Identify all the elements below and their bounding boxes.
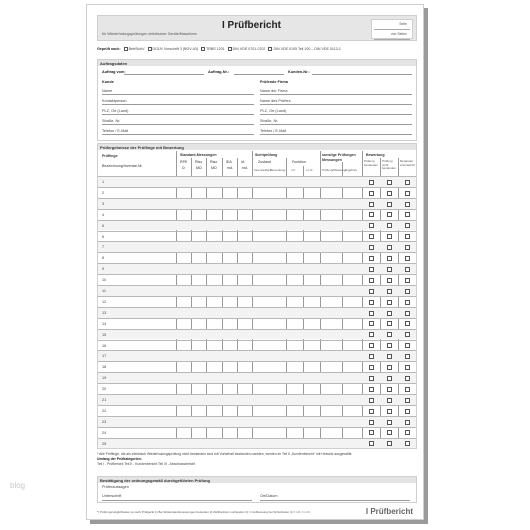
nicht-bestanden-checkbox[interactable] bbox=[387, 180, 392, 185]
bestaetigung-section bbox=[97, 476, 417, 503]
reparatur-checkbox[interactable] bbox=[405, 234, 410, 239]
form-title: I Prüfbericht bbox=[222, 20, 281, 31]
table-row bbox=[98, 231, 416, 242]
bestanden-checkbox[interactable] bbox=[369, 343, 374, 348]
table-row bbox=[98, 209, 416, 220]
row-number: 23 bbox=[102, 419, 107, 424]
bestanden-checkbox[interactable] bbox=[369, 365, 374, 370]
unit-ia: mA bbox=[242, 166, 248, 170]
firma-name-field[interactable] bbox=[260, 94, 412, 95]
nicht-bestanden-checkbox[interactable] bbox=[387, 256, 392, 261]
option-vde-0701[interactable]: DIN VDE 0701-0702 bbox=[228, 47, 266, 51]
nicht-bestanden-checkbox[interactable] bbox=[387, 289, 392, 294]
form-subtitle: für Wiederholungsprüfungen elektrischer Geräte/Maschinen bbox=[102, 32, 198, 36]
bestanden-checkbox[interactable] bbox=[369, 289, 374, 294]
firma-ort-field[interactable] bbox=[260, 114, 412, 115]
reparatur-checkbox[interactable] bbox=[405, 202, 410, 207]
col-bezeichnung: Bezeichnung/Inventar-Nr. bbox=[102, 164, 143, 168]
kunde-kontakt-field[interactable] bbox=[102, 104, 254, 105]
option-betrsichv[interactable]: BetrSichV bbox=[124, 47, 145, 51]
nicht-bestanden-checkbox[interactable] bbox=[387, 430, 392, 435]
table-row bbox=[98, 198, 416, 209]
nicht-bestanden-checkbox[interactable] bbox=[387, 278, 392, 283]
kunden-nr-field[interactable] bbox=[312, 74, 412, 75]
option-vde-0105[interactable]: DIN VDE 0105 Teil 100 – DIN VDE 0113-1 bbox=[268, 47, 340, 51]
reparatur-checkbox[interactable] bbox=[405, 267, 410, 272]
table-row bbox=[98, 307, 416, 318]
unit-iea: mA bbox=[227, 166, 233, 170]
nicht-bestanden-checkbox[interactable] bbox=[387, 387, 392, 392]
checkbox[interactable] bbox=[228, 47, 232, 51]
bestanden-checkbox[interactable] bbox=[369, 267, 374, 272]
reparatur-checkbox[interactable] bbox=[405, 441, 410, 446]
col-bewertung: Bewertung bbox=[366, 153, 385, 157]
row-number: 3 bbox=[102, 201, 105, 206]
reparatur-checkbox[interactable] bbox=[405, 289, 410, 294]
table-row bbox=[98, 427, 416, 438]
col-iea: IEA bbox=[226, 160, 232, 164]
reparatur-checkbox[interactable] bbox=[405, 365, 410, 370]
unterschrift-field[interactable] bbox=[102, 500, 252, 501]
col-bestanden: Prüfung bestanden bbox=[364, 159, 379, 167]
row-number: 9 bbox=[102, 267, 105, 272]
firma-ort-label: PLZ, Ort (Land) bbox=[260, 109, 287, 113]
bestanden-checkbox[interactable] bbox=[369, 223, 374, 228]
reparatur-checkbox[interactable] bbox=[405, 180, 410, 185]
table-row bbox=[98, 383, 416, 394]
kunde-name-label: Name bbox=[102, 89, 113, 93]
table-row bbox=[98, 405, 416, 416]
nicht-bestanden-checkbox[interactable] bbox=[387, 441, 392, 446]
form-page bbox=[86, 4, 424, 520]
row-number: 12 bbox=[102, 299, 107, 304]
nicht-bestanden-checkbox[interactable] bbox=[387, 212, 392, 217]
bestanden-checkbox[interactable] bbox=[369, 180, 374, 185]
table-row bbox=[98, 296, 416, 307]
unit-rpe: Ω bbox=[182, 166, 185, 170]
nicht-bestanden-checkbox[interactable] bbox=[387, 376, 392, 381]
bestanden-checkbox[interactable] bbox=[369, 409, 374, 414]
prueferaussagen-label: Prüferaussagen bbox=[102, 485, 129, 489]
checkbox[interactable] bbox=[268, 47, 272, 51]
ort-datum-field[interactable] bbox=[260, 500, 410, 501]
footer-title: I Prüfbericht bbox=[365, 507, 413, 516]
col-prueflinge: Prüflinge bbox=[102, 154, 118, 158]
table-row bbox=[98, 372, 416, 383]
reparatur-checkbox[interactable] bbox=[405, 332, 410, 337]
table-row bbox=[98, 394, 416, 405]
page-label: Seite bbox=[374, 20, 410, 30]
row-number: 5 bbox=[102, 223, 105, 228]
row-number: 8 bbox=[102, 256, 105, 261]
bestanden-checkbox[interactable] bbox=[369, 191, 374, 196]
bestanden-checkbox[interactable] bbox=[369, 398, 374, 403]
bestanden-checkbox[interactable] bbox=[369, 376, 374, 381]
checkbox[interactable] bbox=[124, 47, 128, 51]
form-header bbox=[97, 15, 417, 41]
table-row bbox=[98, 329, 416, 340]
bestanden-checkbox[interactable] bbox=[369, 332, 374, 337]
col-standard-messungen: Standard-Messungen bbox=[180, 153, 217, 157]
kunde-telefon-field[interactable] bbox=[102, 134, 254, 135]
bestanden-checkbox[interactable] bbox=[369, 212, 374, 217]
table-row bbox=[98, 241, 416, 252]
pruefende-firma-heading: Prüfende Firma bbox=[260, 80, 288, 84]
col-rpe: RPE bbox=[180, 160, 188, 164]
kunde-name-field[interactable] bbox=[102, 94, 254, 95]
row-number: 7 bbox=[102, 245, 105, 250]
firma-telefon-label: Telefon / E-Mail bbox=[260, 129, 287, 133]
col-zustand: Zustand bbox=[258, 160, 271, 164]
geprueft-nach-row bbox=[97, 45, 423, 53]
col-funktion: Funktion bbox=[292, 160, 306, 164]
auftrag-vom-field[interactable] bbox=[124, 74, 204, 75]
nicht-bestanden-checkbox[interactable] bbox=[387, 365, 392, 370]
option-trbs[interactable]: TRBS 1201 bbox=[201, 47, 225, 51]
option-dguv[interactable]: DGUV Vorschrift 3 (BGV A3) bbox=[148, 47, 199, 51]
page-counter-box bbox=[371, 19, 413, 39]
pruefergebnisse-section bbox=[97, 143, 417, 449]
kunde-strasse-field[interactable] bbox=[102, 124, 254, 125]
reparatur-checkbox[interactable] bbox=[405, 409, 410, 414]
auftragsdaten-heading: Auftragsdaten bbox=[98, 60, 416, 66]
nicht-bestanden-checkbox[interactable] bbox=[387, 398, 392, 403]
reparatur-checkbox[interactable] bbox=[405, 354, 410, 359]
bestanden-checkbox[interactable] bbox=[369, 300, 374, 305]
firma-strasse-label: Straße, Nr. bbox=[260, 119, 279, 123]
nicht-bestanden-checkbox[interactable] bbox=[387, 202, 392, 207]
pruefer-name-label: Name des Prüfers bbox=[260, 99, 291, 103]
reparatur-checkbox[interactable] bbox=[405, 245, 410, 250]
row-number: 22 bbox=[102, 408, 107, 413]
row-number: 21 bbox=[102, 398, 107, 402]
row-number: 10 bbox=[102, 278, 107, 283]
kunde-telefon-label: Telefon / E-Mail bbox=[102, 129, 129, 133]
kunde-strasse-label: Straße, Nr. bbox=[102, 119, 121, 123]
table-row bbox=[98, 263, 416, 274]
bestanden-checkbox[interactable] bbox=[369, 387, 374, 392]
footnote-text: * Alle Prüflinge, die als elektrisch Wiederholungsprüfung nicht bestanden sind mit Vorbehalt bestanden nachten, werden im Teil II „Kundenbericht“ mit Hinweis ausgewählt. bbox=[97, 452, 353, 456]
bestanden-checkbox[interactable] bbox=[369, 278, 374, 283]
reparatur-checkbox[interactable] bbox=[405, 420, 410, 425]
bestanden-checkbox[interactable] bbox=[369, 354, 374, 359]
table-row bbox=[98, 340, 416, 351]
firma-telefon-field[interactable] bbox=[260, 134, 412, 135]
col-sonstige: sonstige Prüfungen Messungen bbox=[322, 153, 356, 162]
row-number: 16 bbox=[102, 343, 107, 348]
firma-name-label: Name der Firma bbox=[260, 89, 288, 93]
row-number: 1 bbox=[102, 180, 105, 184]
row-number: 13 bbox=[102, 310, 107, 315]
reparatur-checkbox[interactable] bbox=[405, 430, 410, 435]
col-riso-2: Riso bbox=[210, 160, 218, 164]
pruefer-name-field[interactable] bbox=[260, 104, 412, 105]
footer-notes: *) Prüfungsmöglichkeiten je nach Prüfgerät 1) Bei Widerstandsmessungen bestehen 2) Zählfunktion vorhanden 3) = Ist-Messung bei Schutzleiter 4) = i.O. / n.i.O. bbox=[97, 510, 311, 514]
reparatur-checkbox[interactable] bbox=[405, 311, 410, 316]
col-innen-aussen: Innen/außen bbox=[254, 168, 271, 172]
pages-total-label: von Seiten bbox=[374, 30, 410, 40]
auftrag-vom-label: Auftrag vom: bbox=[102, 70, 126, 74]
bestanden-checkbox[interactable] bbox=[369, 441, 374, 446]
kunde-heading: Kunde bbox=[102, 80, 114, 84]
reparatur-checkbox[interactable] bbox=[405, 398, 410, 403]
bestanden-checkbox[interactable] bbox=[369, 256, 374, 261]
table-row bbox=[98, 416, 416, 427]
reparatur-checkbox[interactable] bbox=[405, 212, 410, 217]
reparatur-checkbox[interactable] bbox=[405, 278, 410, 283]
nicht-bestanden-checkbox[interactable] bbox=[387, 223, 392, 228]
bestaetigung-heading: Bestätigung der ordnungsgemäß durchgeführten Prüfung bbox=[98, 477, 416, 483]
bestanden-checkbox[interactable] bbox=[369, 430, 374, 435]
row-number: 15 bbox=[102, 332, 107, 337]
row-number: 24 bbox=[102, 430, 107, 435]
watermark: blog bbox=[10, 481, 26, 490]
row-number: 20 bbox=[102, 387, 107, 392]
unterschrift-label: Unterschrift bbox=[102, 494, 122, 498]
umfang-label: Umfang der Prüfkategorien: bbox=[97, 457, 142, 461]
nicht-bestanden-checkbox[interactable] bbox=[387, 234, 392, 239]
row-number: 25 bbox=[102, 441, 107, 446]
table-row bbox=[98, 220, 416, 231]
nicht-bestanden-checkbox[interactable] bbox=[387, 267, 392, 272]
table-row bbox=[98, 438, 416, 449]
row-number: 2 bbox=[102, 190, 105, 195]
nicht-bestanden-checkbox[interactable] bbox=[387, 409, 392, 414]
nicht-bestanden-checkbox[interactable] bbox=[387, 420, 392, 425]
row-number: 14 bbox=[102, 321, 107, 326]
table-row bbox=[98, 285, 416, 296]
auftrag-nr-field[interactable] bbox=[234, 74, 284, 75]
checkbox[interactable] bbox=[148, 47, 152, 51]
row-number: 17 bbox=[102, 354, 107, 359]
table-row bbox=[98, 318, 416, 329]
kunde-ort-field[interactable] bbox=[102, 114, 254, 115]
col-bemerkung: Bemerkung bbox=[270, 168, 286, 172]
col-sichtpruefung: Sichtprüfung bbox=[255, 153, 278, 157]
table-row bbox=[98, 252, 416, 263]
col-nicht-bestanden: Prüfung nicht bestanden bbox=[382, 159, 397, 170]
footnote-block bbox=[97, 452, 421, 467]
col-io: i.O. bbox=[291, 168, 296, 172]
nicht-bestanden-checkbox[interactable] bbox=[387, 311, 392, 316]
firma-strasse-field[interactable] bbox=[260, 124, 412, 125]
col-ergebnis: Ergebnis bbox=[345, 168, 357, 172]
bestanden-checkbox[interactable] bbox=[369, 420, 374, 425]
reparatur-checkbox[interactable] bbox=[405, 191, 410, 196]
reparatur-checkbox[interactable] bbox=[405, 387, 410, 392]
kunde-kontakt-label: Kontaktperson bbox=[102, 99, 127, 103]
col-ia: IA bbox=[241, 160, 245, 164]
col-pruefung-messung: Prüfung/Messung bbox=[322, 168, 346, 172]
table-row bbox=[98, 274, 416, 285]
umfang-text: Teil I - Prüfbericht Teil II - Kundenbericht Teil III - Abschlussbericht bbox=[97, 462, 196, 466]
reparatur-checkbox[interactable] bbox=[405, 321, 410, 326]
table-row bbox=[98, 361, 416, 372]
table-row bbox=[98, 350, 416, 361]
row-number: 19 bbox=[102, 376, 107, 381]
unit-riso-1: MΩ bbox=[196, 166, 202, 170]
bestanden-checkbox[interactable] bbox=[369, 234, 374, 239]
kunden-nr-label: Kunden-Nr.: bbox=[288, 70, 310, 74]
reparatur-checkbox[interactable] bbox=[405, 256, 410, 261]
reparatur-checkbox[interactable] bbox=[405, 300, 410, 305]
bestanden-checkbox[interactable] bbox=[369, 245, 374, 250]
reparatur-checkbox[interactable] bbox=[405, 376, 410, 381]
table-row bbox=[98, 187, 416, 198]
bestanden-checkbox[interactable] bbox=[369, 311, 374, 316]
bestanden-checkbox[interactable] bbox=[369, 202, 374, 207]
row-number: 6 bbox=[102, 234, 105, 239]
row-number: 4 bbox=[102, 212, 105, 217]
checkbox[interactable] bbox=[201, 47, 205, 51]
nicht-bestanden-checkbox[interactable] bbox=[387, 332, 392, 337]
col-riso-1: Riso bbox=[195, 160, 203, 164]
nicht-bestanden-checkbox[interactable] bbox=[387, 191, 392, 196]
nicht-bestanden-checkbox[interactable] bbox=[387, 321, 392, 326]
col-nio: n.i.O. bbox=[306, 168, 314, 172]
nicht-bestanden-checkbox[interactable] bbox=[387, 300, 392, 305]
nicht-bestanden-checkbox[interactable] bbox=[387, 245, 392, 250]
col-reparatur: Reparatur erforderlich bbox=[400, 159, 416, 167]
row-number: 11 bbox=[102, 289, 106, 293]
kunde-ort-label: PLZ, Ort (Land) bbox=[102, 109, 129, 113]
nicht-bestanden-checkbox[interactable] bbox=[387, 343, 392, 348]
bestanden-checkbox[interactable] bbox=[369, 321, 374, 326]
reparatur-checkbox[interactable] bbox=[405, 223, 410, 228]
table-row bbox=[98, 176, 416, 187]
geprueft-label: Geprüft nach: bbox=[97, 47, 121, 51]
nicht-bestanden-checkbox[interactable] bbox=[387, 354, 392, 359]
pruefergebnisse-heading: Prüfergebnisse der Prüflinge mit Bewertung bbox=[98, 144, 416, 150]
reparatur-checkbox[interactable] bbox=[405, 343, 410, 348]
auftrag-nr-label: Auftrag-Nr.: bbox=[208, 70, 230, 74]
ort-datum-label: Ort/Datum bbox=[260, 494, 278, 498]
row-number: 18 bbox=[102, 365, 107, 370]
unit-riso-2: MΩ bbox=[211, 166, 217, 170]
auftragsdaten-section bbox=[97, 59, 417, 141]
